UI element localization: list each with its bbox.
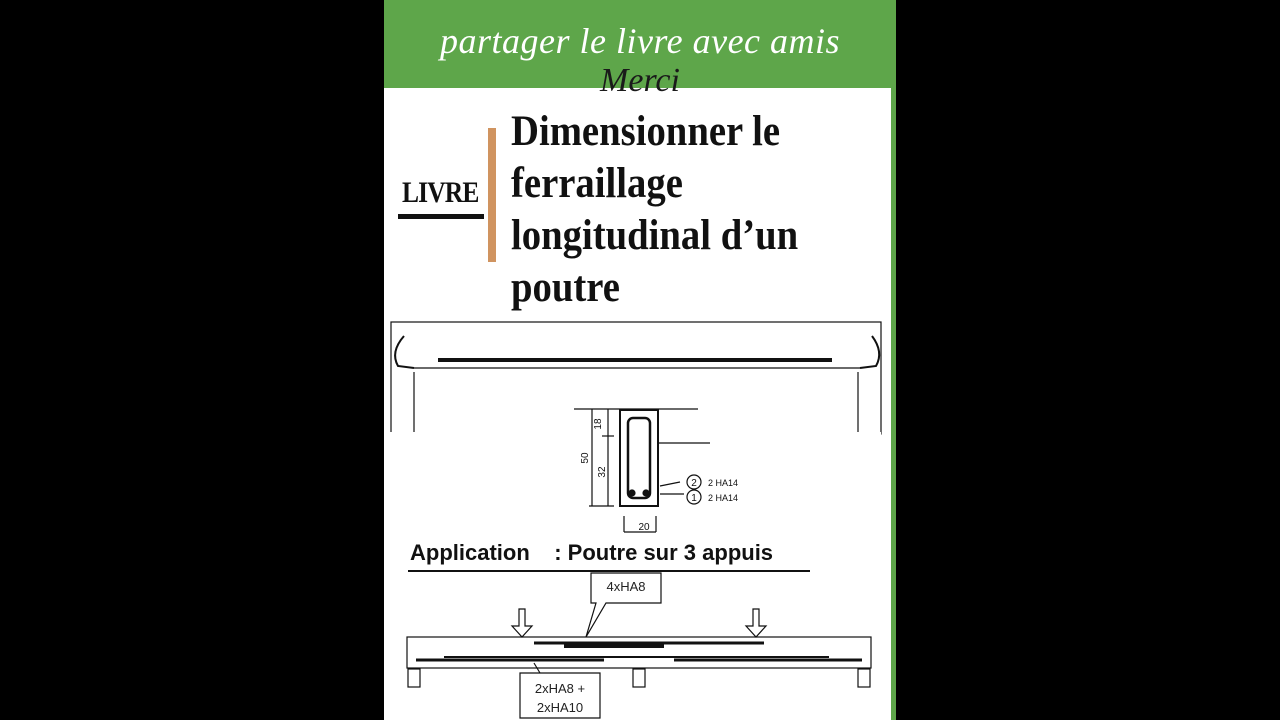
title-line: poutre: [511, 264, 620, 311]
bottom-reinforcement-callout-line1: 2xHA8 +: [534, 681, 586, 696]
bar-mark-label: 1: [691, 493, 697, 504]
continuous-beam-drawing: [407, 573, 871, 718]
banner-share-text: partager le livre avec amis: [439, 21, 841, 61]
dimension-total-label: 50: [580, 452, 591, 464]
book-tag: LIVRE: [402, 176, 479, 209]
title-line: Dimensionner le: [511, 108, 781, 155]
title-line: ferraillage: [511, 160, 683, 207]
bar-spec-label: 2 HA14: [708, 493, 739, 503]
banner-thanks-text: Merci: [600, 62, 680, 99]
book-cover-page: [384, 0, 896, 720]
dimension-bottom-label: 32: [597, 466, 608, 478]
bottom-reinforcement-callout-line2: 2xHA10: [536, 700, 584, 715]
application-heading: Application : Poutre sur 3 appuis: [410, 540, 774, 565]
application-underline: [408, 570, 810, 572]
dimension-width-label: 20: [638, 522, 650, 533]
bar-mark-label: 2: [691, 478, 697, 489]
engineering-drawing: [384, 0, 896, 720]
bar-spec-label: 2 HA14: [708, 478, 739, 488]
beam-elevation-drawing: [391, 322, 881, 442]
dimension-top-label: 18: [593, 418, 604, 430]
title-line: longitudinal d’un: [511, 212, 799, 259]
top-reinforcement-callout: 4xHA8: [606, 579, 646, 594]
